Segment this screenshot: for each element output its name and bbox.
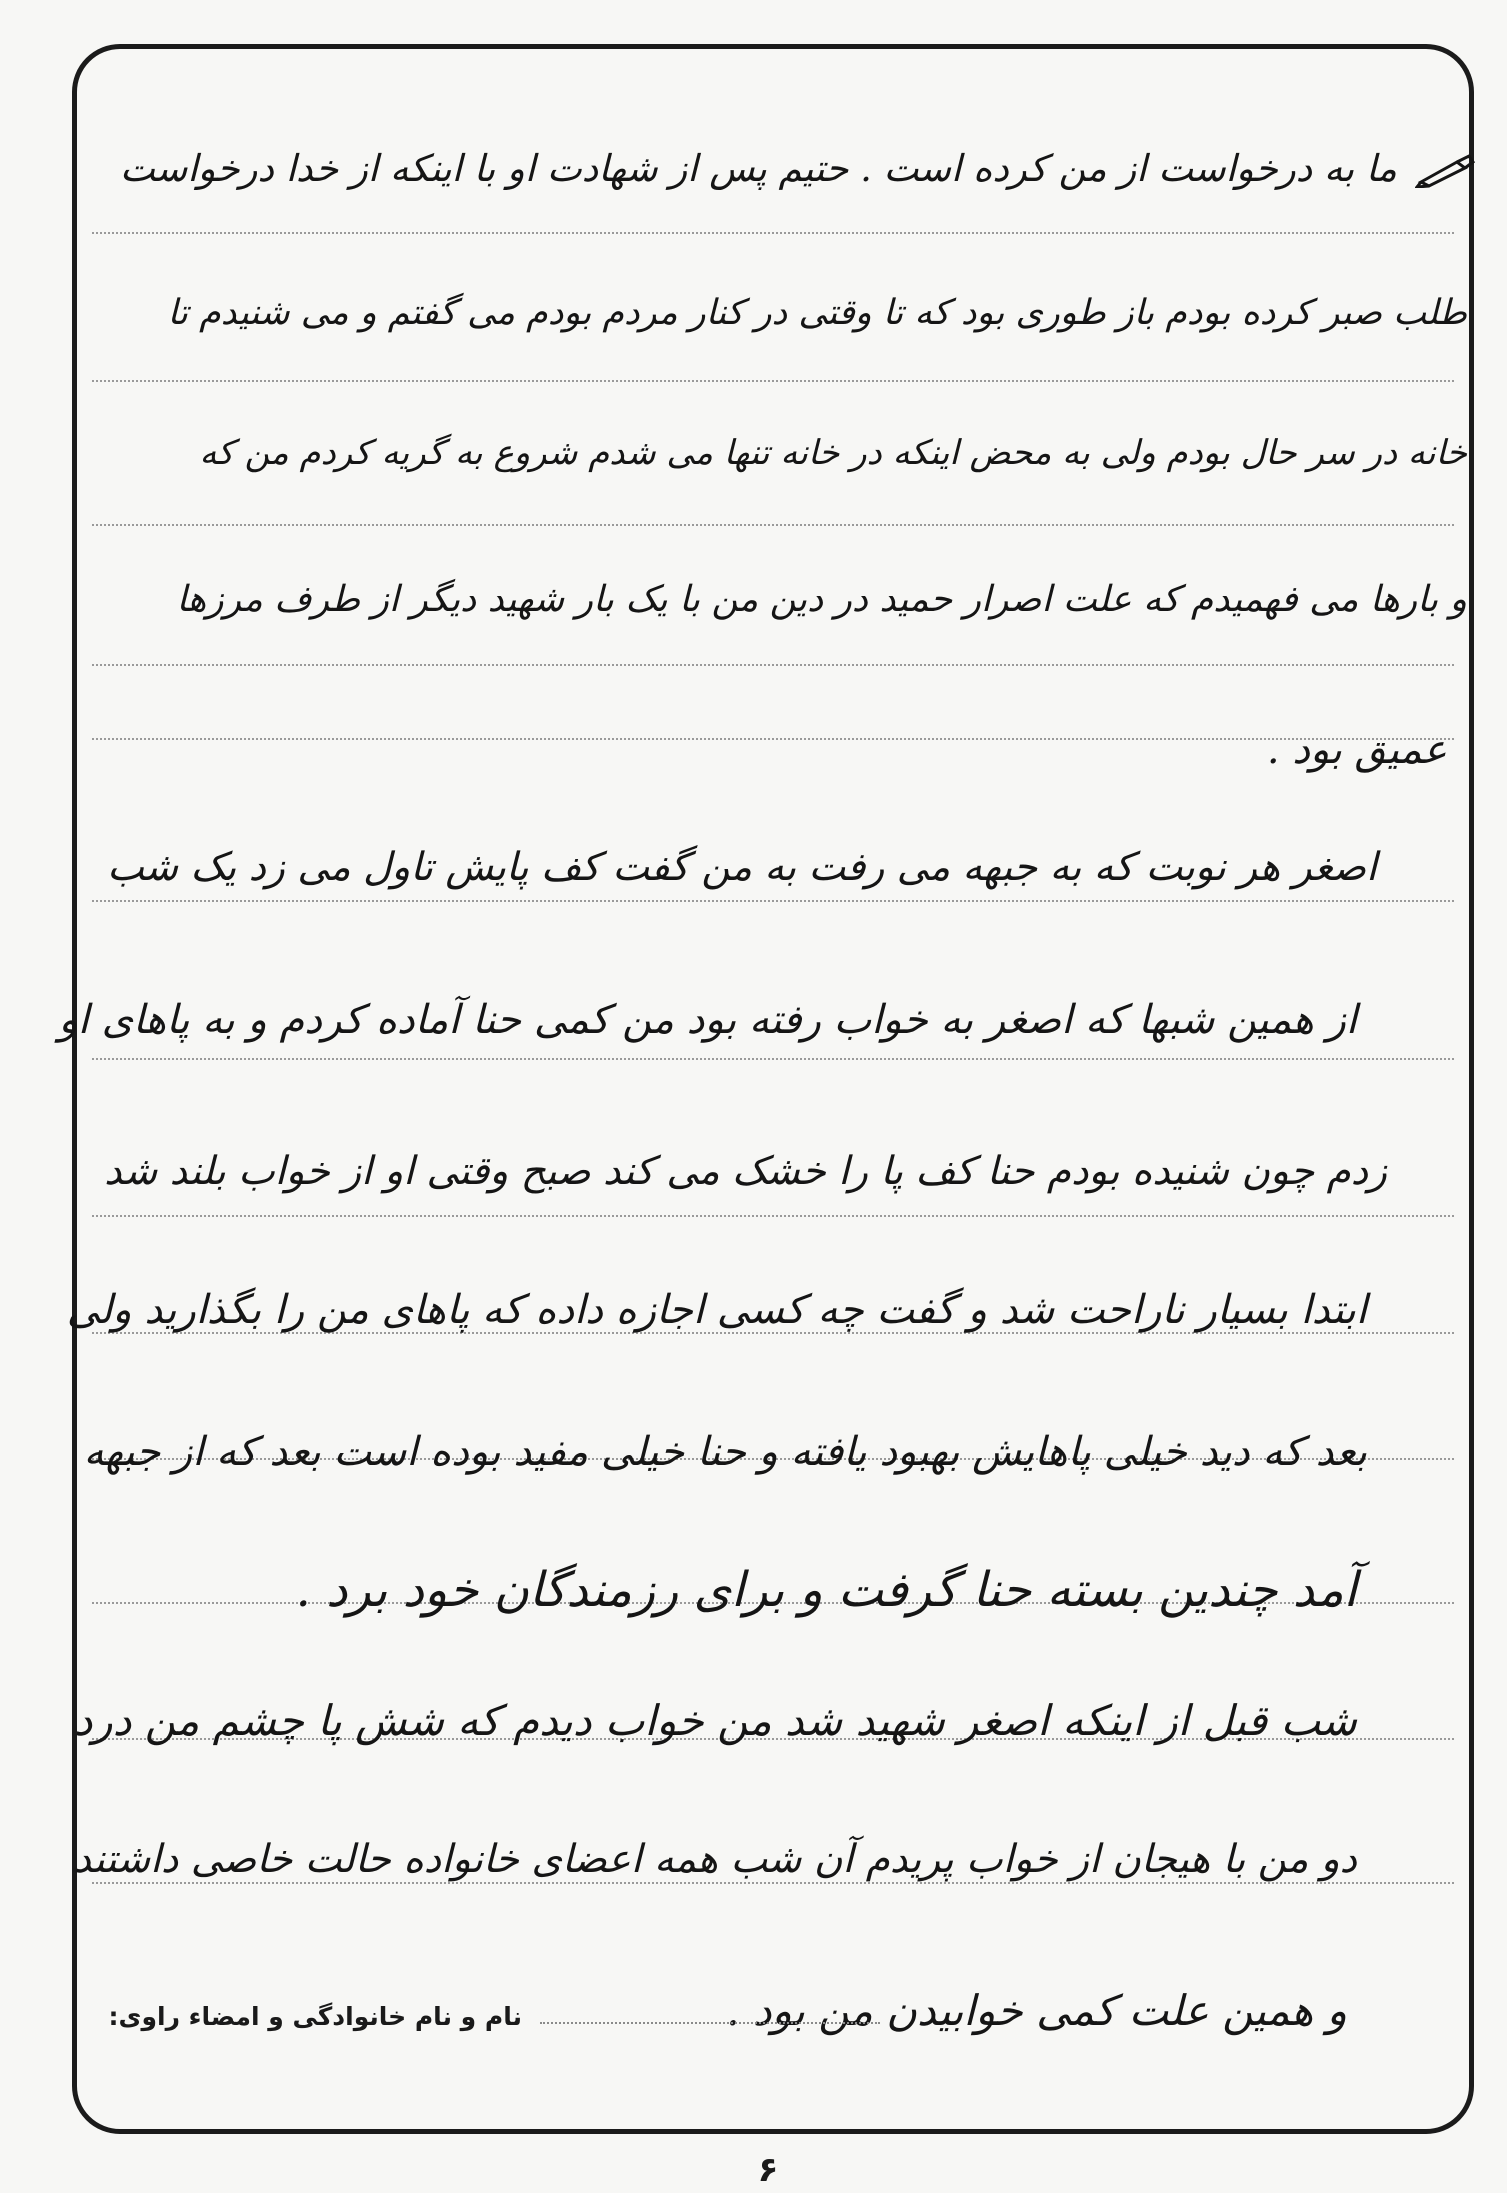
handwritten-line: و همین علت کمی خوابیدن من بود . — [726, 1986, 1347, 2035]
ruled-line — [92, 524, 1454, 526]
page-number: ۶ — [757, 2150, 779, 2190]
ruled-line — [92, 900, 1454, 902]
handwritten-line: زدم چون شنیده بودم حنا کف پا را خشک می کند صبح وقتی او از خواب بلند شد — [104, 1149, 1387, 1194]
handwritten-line: طلب صبر کرده بودم باز طوری بود که تا وقتی در کنار مردم بودم می گفتم و می شنیدم تا — [167, 293, 1467, 333]
ruled-line — [92, 1882, 1454, 1884]
handwritten-line: خانه در سر حال بودم ولی به محض اینکه در خانه تنها می شدم شروع به گریه کردم من که — [199, 433, 1467, 473]
ruled-line — [92, 738, 1454, 740]
handwritten-line: بعد که دید خیلی پاهایش بهبود یافته و حنا خیلی مفید بوده است بعد که از جبهه — [83, 1429, 1367, 1475]
handwritten-line: و بارها می فهمیدم که علت اصرار حمید در دین من با یک بار شهید دیگر از طرف مرزها — [176, 579, 1467, 620]
pen-icon — [1415, 152, 1475, 188]
ruled-line — [92, 1058, 1454, 1060]
signature-label: نام و نام خانوادگی و امضاء راوی: — [108, 2002, 522, 2031]
handwritten-line: عمیق بود . — [1266, 727, 1447, 773]
signature-line — [540, 2022, 880, 2024]
page-border-frame — [72, 44, 1474, 2134]
ruled-line — [92, 1215, 1454, 1217]
handwritten-line: ابتدا بسیار ناراحت شد و گفت چه کسی اجازه داده که پاهای من را بگذارید ولی — [66, 1287, 1367, 1333]
ruled-line — [92, 380, 1454, 382]
handwritten-line: شب قبل از اینکه اصغر شهید شد من خواب دیدم که شش پا چشم من درد — [73, 1696, 1357, 1745]
handwritten-line: آمد چندین بسته حنا گرفت و برای رزمندگان خود برد . — [295, 1562, 1357, 1618]
ruled-line — [92, 232, 1454, 234]
handwritten-line: دو من با هیجان از خواب پریدم آن شب همه اعضای خانواده حالت خاصی داشتند — [73, 1837, 1357, 1882]
handwritten-line: اصغر هر نوبت که به جبهه می رفت به من گفت کف پایش تاول می زد یک شب — [107, 845, 1377, 890]
handwritten-line: ما به درخواست از من کرده است . حتیم پس از شهادت او با اینکه از خدا درخواست — [120, 147, 1397, 190]
handwritten-line: از همین شبها که اصغر به خواب رفته بود من کمی حنا آماده کردم و به پاهای او — [58, 997, 1357, 1043]
ruled-line — [92, 664, 1454, 666]
